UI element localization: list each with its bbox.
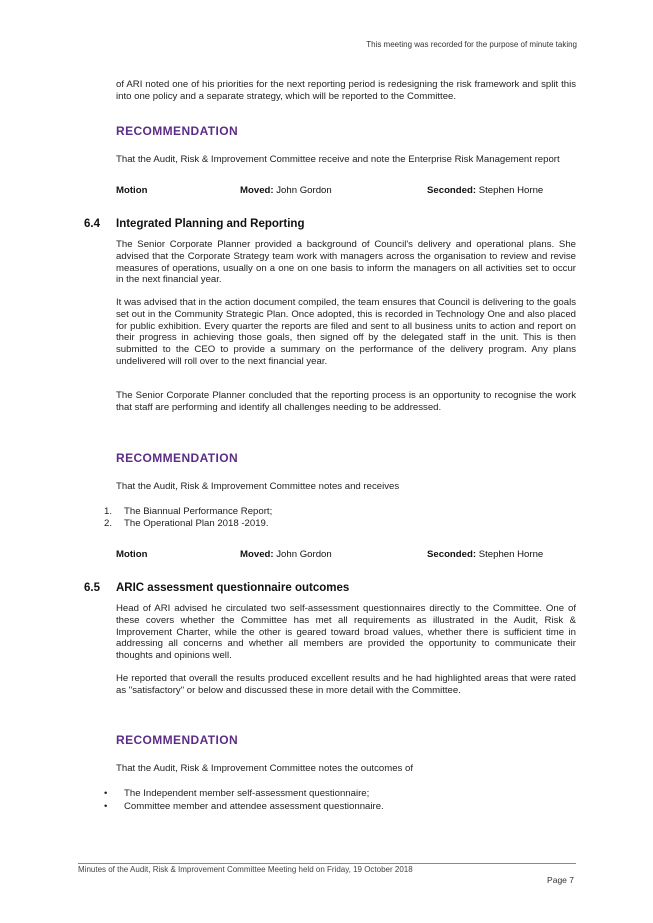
- moved-by: [240, 549, 332, 560]
- motion-label: Motion: [116, 549, 148, 560]
- section-paragraph: The Senior Corporate Planner concluded that the reporting process is an opportunity to recognise the work that staff are performing and identify all challenges needing to be addressed.: [116, 390, 576, 413]
- recommendation-heading: RECOMMENDATION: [116, 451, 239, 465]
- recommendation-text: That the Audit, Risk & Improvement Committee receive and note the Enterprise Risk Management report: [116, 154, 560, 165]
- list-item: Committee member and attendee assessment questionnaire.: [124, 801, 384, 812]
- seconded-by: [427, 549, 543, 560]
- list-item: The Operational Plan 2018 -2019.: [124, 518, 269, 529]
- section-paragraph: The Senior Corporate Planner provided a background of Council's delivery and operational plans. She advised that the Corporate Strategy team work with managers across the organisation to review and revise measures of operations, usually on a one on one basis to inform the managers on all activities set to occur in the next financial year.: [116, 239, 576, 286]
- motion-label: Motion: [116, 185, 148, 196]
- moved-name: John Gordon: [276, 549, 332, 560]
- list-marker: 1.: [104, 506, 113, 517]
- seconded-name: Stephen Horne: [478, 549, 544, 560]
- seconded-name: Stephen Horne: [478, 185, 544, 196]
- list-item: The Biannual Performance Report;: [124, 506, 273, 517]
- section-number: 6.4: [84, 218, 100, 230]
- recommendation-text: That the Audit, Risk & Improvement Committee notes and receives: [116, 481, 400, 492]
- seconded-label: Seconded:: [427, 185, 477, 196]
- footer-text: Minutes of the Audit, Risk & Improvement Committee Meeting held on Friday, 19 October 2018: [78, 865, 413, 874]
- intro-paragraph: of ARI noted one of his priorities for the next reporting period is redesigning the risk framework and split this into one policy and a separate strategy, which will be reported to the Committee.: [116, 79, 576, 102]
- footer-divider: [78, 863, 576, 864]
- section-number: 6.5: [84, 582, 100, 594]
- recommendation-text: That the Audit, Risk & Improvement Committee notes the outcomes of: [116, 763, 414, 774]
- section-paragraph: He reported that overall the results produced excellent results and he had highlighted areas that were rated as "satisfactory" or below and discussed these in more detail with the Committee.: [116, 673, 576, 696]
- moved-label: Moved:: [240, 185, 274, 196]
- bullet-marker: •: [104, 801, 108, 812]
- bullet-marker: •: [104, 788, 108, 799]
- list-marker: 2.: [104, 518, 113, 529]
- motion-row: [116, 549, 576, 561]
- seconded-label: Seconded:: [427, 549, 477, 560]
- moved-label: Moved:: [240, 549, 274, 560]
- list-item: The Independent member self-assessment questionnaire;: [124, 788, 370, 799]
- section-paragraph: Head of ARI advised he circulated two self-assessment questionnaires directly to the Committee. One of these covers whether the Committee has met all requirements as illustrated in the Audit, Risk & Improvement Charter, while the other is geared toward broad values, whether there is sufficient time in addressing all concerns and whether all members are provided the opportunity to communicate their thoughts and opinions well.: [116, 603, 576, 662]
- section-title: Integrated Planning and Reporting: [116, 218, 305, 230]
- page-header-note: This meeting was recorded for the purpose of minute taking: [366, 40, 577, 49]
- recommendation-heading: RECOMMENDATION: [116, 733, 239, 747]
- page-number: Page 7: [547, 875, 574, 885]
- recommendation-heading: RECOMMENDATION: [116, 124, 239, 138]
- moved-by: [240, 185, 332, 196]
- seconded-by: [427, 185, 543, 196]
- motion-row: [116, 185, 576, 197]
- section-paragraph: It was advised that in the action document compiled, the team ensures that Council is delivering to the goals set out in the Community Strategic Plan. Once adopted, this is recorded in Technology One and also placed for public exhibition. Every quarter the reports are filed and sent to all business units to action and report on their progress in achieving those goals, then signed off by the delegated staff in the unit. This is then submitted to the CEO to provide a summary on the performance of the delivery program. Any plans undelivered will roll over to the next financial year.: [116, 297, 576, 367]
- section-title: ARIC assessment questionnaire outcomes: [116, 582, 350, 594]
- moved-name: John Gordon: [276, 185, 332, 196]
